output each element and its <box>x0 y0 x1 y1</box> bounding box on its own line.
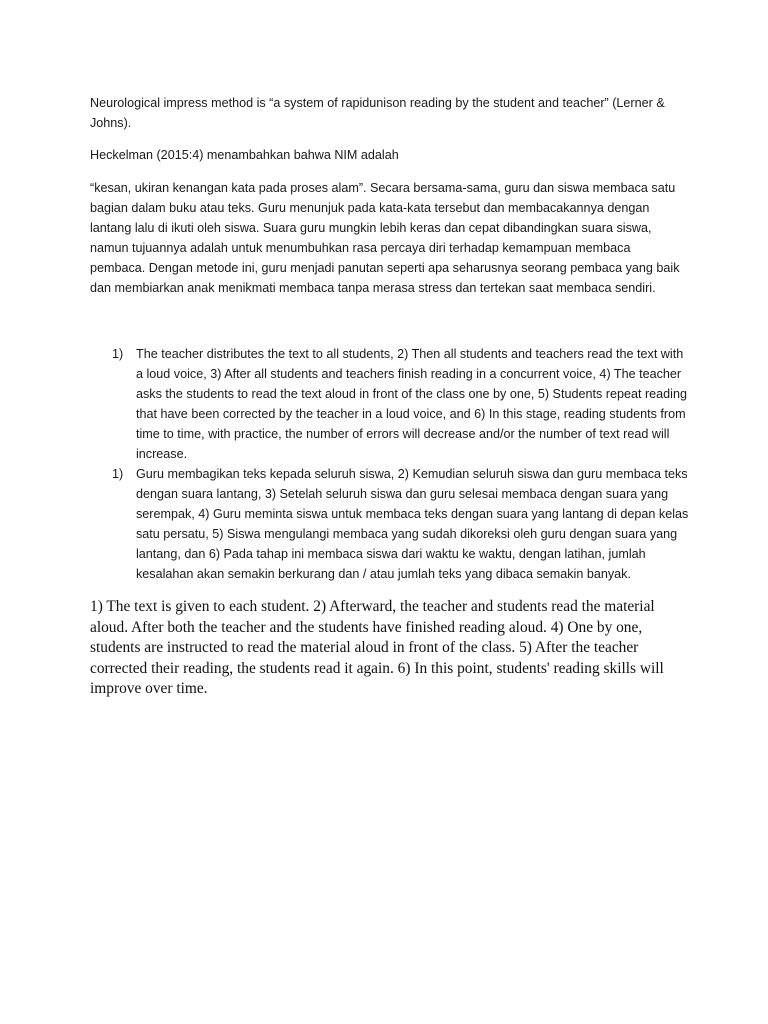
steps-list-english <box>90 344 690 464</box>
list-item <box>90 464 690 584</box>
paragraph-nim-definition: Neurological impress method is “a system of rapidunison reading by the student and teacher” (Lerner & Johns). <box>90 96 665 130</box>
steps-list-indonesian <box>90 464 690 584</box>
paragraph-steps-summary: 1) The text is given to each student. 2) Afterward, the teacher and students read the material aloud. After both the teacher and the students have finished reading aloud. 4) One by one, students are instructed to read the material aloud in front of the class. 5) After the teacher corrected their reading, the students read it again. 6) In this point, students' reading skills will improve over time. <box>90 598 664 697</box>
paragraph-heckelman: Heckelman (2015:4) menambahkan bahwa NIM adalah <box>90 148 399 162</box>
list-item-number: 1) <box>112 467 124 481</box>
list-item-number: 1) <box>112 347 124 361</box>
list-item-text: Guru membagikan teks kepada seluruh siswa, 2) Kemudian seluruh siswa dan guru membaca teks dengan suara lantang, 3) Setelah seluruh siswa dan guru selesai membaca dengan suara yang serempak, 4) Guru meminta siswa untuk membaca teks dengan suara yang lantang di depan kelas satu persatu, 5) Siswa mengulangi membaca yang sudah dikoreksi oleh guru dengan suara yang lantang, dan 6) Pada tahap ini membaca siswa dari waktu ke waktu, dengan latihan, jumlah kesalahan akan semakin berkurang dan / atau jumlah teks yang dibaca semakin banyak. <box>136 467 689 581</box>
list-item <box>90 344 690 464</box>
paragraph-nim-description: “kesan, ukiran kenangan kata pada proses alam”. Secara bersama-sama, guru dan siswa membaca satu bagian dalam buku atau teks. Guru menunjuk pada kata-kata tersebut dan membacakannya dengan lantang lalu di ikuti oleh siswa. Suara guru mungkin lebih keras dan cepat dibandingkan suara siswa, namun tujuannya adalah untuk menumbuhkan rasa percaya diri terhadap kemampuan membaca pembaca. Dengan metode ini, guru menjadi panutan seperti apa seharusnya seorang pembaca yang baik dan membiarkan anak menikmati membaca tanpa merasa stress dan tertekan saat membaca sendiri. <box>90 181 680 295</box>
list-item-text: The teacher distributes the text to all students, 2) Then all students and teachers read the text with a loud voice, 3) After all students and teachers finish reading in a concurrent voice, 4) The teacher asks the students to read the text aloud in front of the class one by one, 5) Students repeat reading that have been corrected by the teacher in a loud voice, and 6) In this stage, reading students from time to time, with practice, the number of errors will decrease and/or the number of text read will increase. <box>136 347 687 461</box>
